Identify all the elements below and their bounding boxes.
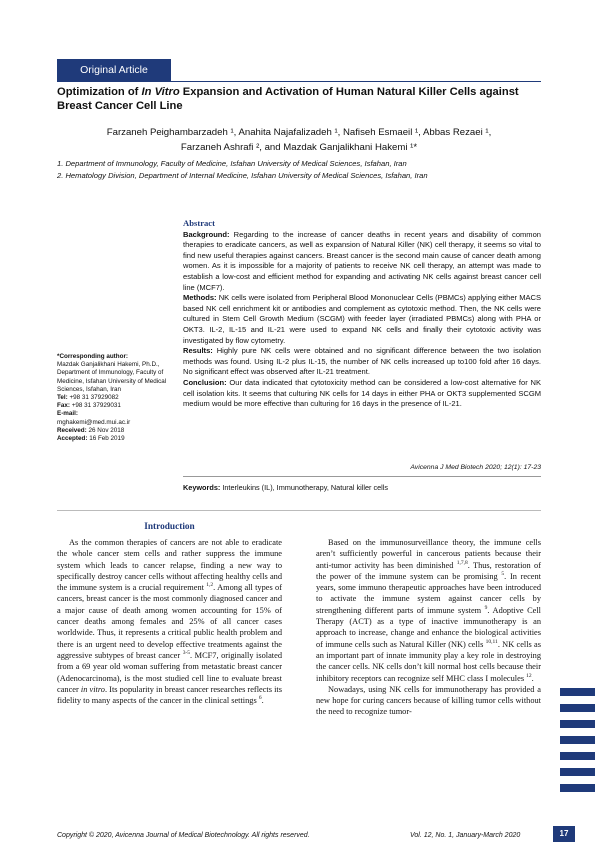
header-rule <box>57 81 541 82</box>
article-type-badge: Original Article <box>57 59 171 81</box>
footer-copyright: Copyright © 2020, Avicenna Journal of Medical Biotechnology. All rights reserved. <box>57 832 310 839</box>
side-decoration-bar <box>560 720 595 728</box>
body-column-left: As the common therapies of cancers are not able to eradicate the whole cancer stem cells and rather suppress the immune system which leads to cancer relapse, finding a new way to specifically destroy cancer cells without affecting healthy cells and the immune system is a crucial requirement $^{1,2}$. Among all types of cancers, breast cancer is the most commonly diagnosed cancer and a major cause of death among women accounting for 15% of cancer deaths among females and 25% of all cancer cases worldwide. Thus, it represents a critical public health problem and there is an urgent need to develop effective treatments against the aggressive subtypes of breast cancer $^{3-5}$. MCF7, originally isolated from a 69 year old woman suffering from metastatic breast cancer (Adenocarcinoma), is the most studied cell line to evaluate breast cancer in vitro. Its popularity in breast cancer researches reflects its fidelity to many aspects of the cancer in the clinical settings $^6$. <box>57 538 282 706</box>
side-decoration-bar <box>560 688 595 696</box>
side-decoration-bar <box>560 784 595 792</box>
introduction-heading: Introduction <box>144 522 195 532</box>
abstract-background: Background: Regarding to the increase of cancer deaths in recent years and disability of common therapies to eradicate cancers, as well as expansion of Natural Killer (NK) cell therapy, it seems so vital to find new useful therapies against cancers. Breast cancer is the second main cause of cancer death among women. As it is impossible for a majority of patients to receive NK cell therapy, an attempt was made to establish a low-cost and efficient method for expanding and activating NK cells against breast cancer cell line (MCF7). <box>183 229 541 292</box>
journal-citation: Avicenna J Med Biotech 2020; 12(1): 17-23 <box>410 464 541 471</box>
abstract-heading: Abstract <box>183 218 215 228</box>
affiliations <box>57 158 541 181</box>
correspondence-block: *Corresponding author: Mazdak Ganjalikhani Hakemi, Ph.D., Department of Immunology, Faculty of Medicine, Isfahan University of Medical Sciences, Isfahan, Iran Tel: +98 31 37929082 Fax: +98 31 37929031 E-mail: mghakemi@med.mui.ac.ir Received: 26 Nov 2018 Accepted: 16 Feb 2019 <box>57 353 167 443</box>
affiliation-2: 2. Hematology Division, Department of Internal Medicine, Isfahan University of Medical Sciences, Isfahan, Iran <box>57 170 428 180</box>
keywords: Keywords: Interleukins (IL), Immunotherapy, Natural killer cells <box>183 483 389 492</box>
body-column-right: Based on the immunosurveillance theory, the immune cells aren’t sufficiently powerful in cancerous patients because their anti-tumor activity has been diminished $^{1,7,8}$. Thus, restoration of the power of the immune system can be promising $^5$. In recent years, some immuno therapeutic approaches have been introduced to activate the immune system against cancer cells by strengthening different parts of immune system $^9$. Adoptive Cell Therapy (ACT) as a type of inactive immunotherapy is an approach to increase, change and enhance the biological activities of immune cells such as Natural Killer (NK) cells $^{10,11}$. NK cells as an important part of innate immunity play a key role in destroying the cancer cells. NK cells don’t kill normal host cells because their inhibitory receptors can recognize self MHC class I molecules $^{12}$. Nowadays, using NK cells for immunotherapy has provided a new hope for curing cancers because of killing tumor cells without the need to recognize tumor- <box>316 538 541 717</box>
abstract <box>183 218 541 410</box>
side-decoration-bar <box>560 704 595 712</box>
affiliation-1: 1. Department of Immunology, Faculty of Medicine, Isfahan University of Medical Sciences, Isfahan, Iran <box>57 159 407 168</box>
correspondence-email[interactable]: mghakemi@med.mui.ac.ir <box>57 418 131 426</box>
side-decoration-bar <box>560 736 595 744</box>
article-title: Optimization of In Vitro Expansion and Activation of Human Natural Killer Cells against Breast Cancer Cell Line <box>57 86 519 112</box>
abstract-rule <box>183 476 541 477</box>
author-list: Farzaneh Peighambarzadeh ¹, Anahita Najafalizadeh ¹, Nafiseh Esmaeil ¹, Abbas Rezaei ¹, Farzaneh Ashrafi ², and Mazdak Ganjalikhani Hakemi ¹* <box>106 127 492 153</box>
abstract-results: Results: Highly pure NK cells were obtained and no significant difference between the two isolation methods was found. Using IL-2 plus IL-15, the number of NK cells increased up to100 fold after 16 days. No significant effect was observed after IL-21 treatment. <box>183 346 541 377</box>
abstract-methods: Methods: NK cells were isolated from Peripheral Blood Mononuclear Cells (PBMCs) applying either MACS based NK cell enrichment kit or antibodies and complement as cytotoxic method. Then, the NK cells were cultured in Stem Cell Growth Medium (SCGM) with feeder layer (irradiated PBMCs) along with PHA or OKT3. IL-2, IL-15 and IL-21 were used to expand NK cells and finally their cytotoxic activity was investigated by flow cytometry. <box>183 293 541 345</box>
abstract-conclusion: Conclusion: Our data indicated that cytotoxicity method can be considered a low-cost alternative for NK cell isolation kits. It seems that culturing NK cells for 14 days in either PHA or OKT3 supplemented SCGM medium would be more effective than culturing for 16 days in the presence of IL-21. <box>183 377 541 409</box>
section-rule <box>57 510 541 511</box>
side-decoration-bar <box>560 768 595 776</box>
footer-volume: Vol. 12, No. 1, January-March 2020 <box>410 832 521 839</box>
page-number: 17 <box>553 826 575 842</box>
side-decoration-bar <box>560 752 595 760</box>
